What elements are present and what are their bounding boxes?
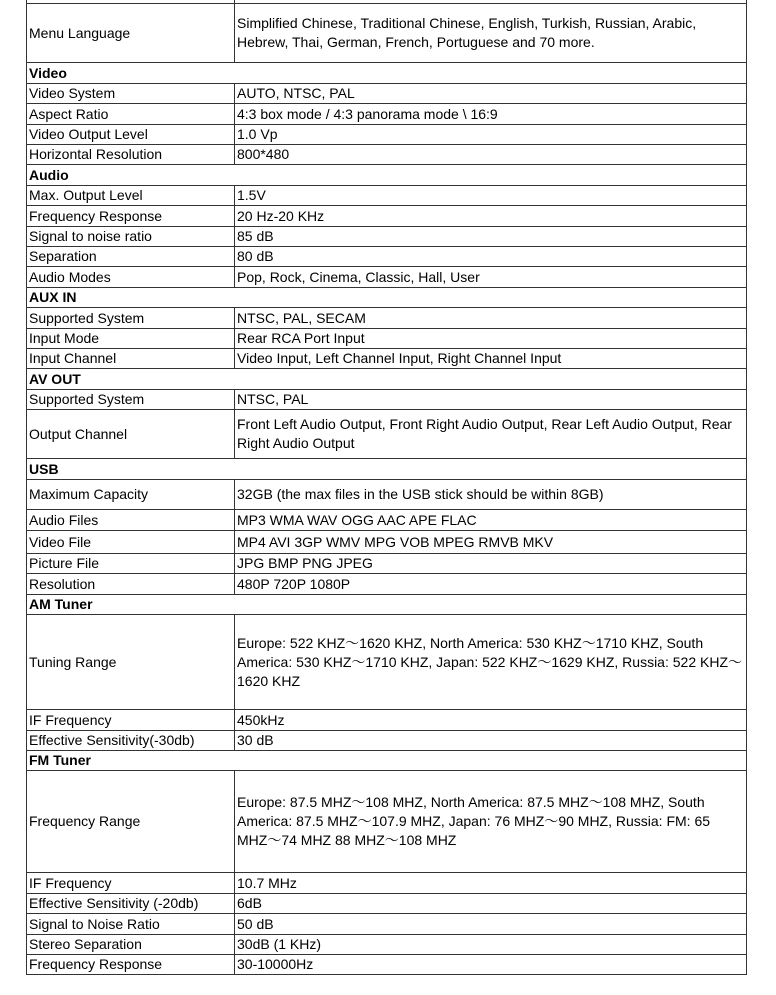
spec-value: 80 dB bbox=[235, 247, 747, 267]
spec-value: 30-10000Hz bbox=[235, 955, 747, 975]
spec-row bbox=[27, 186, 747, 206]
spec-key: Input Channel bbox=[27, 349, 235, 369]
spec-key: IF Frequency bbox=[27, 873, 235, 894]
spec-row bbox=[27, 4, 747, 63]
section-row bbox=[27, 459, 747, 480]
spec-row bbox=[27, 349, 747, 369]
section-row bbox=[27, 63, 747, 84]
spec-row bbox=[27, 731, 747, 751]
spec-key: Menu Language bbox=[27, 4, 235, 63]
section-heading: AUX IN bbox=[27, 288, 747, 308]
spec-key: Video File bbox=[27, 531, 235, 554]
spec-value: 4:3 box mode / 4:3 panorama mode \ 16:9 bbox=[235, 104, 747, 125]
spec-value: JPG BMP PNG JPEG bbox=[235, 554, 747, 574]
spec-row bbox=[27, 531, 747, 554]
spec-row bbox=[27, 914, 747, 935]
spec-key: Separation bbox=[27, 247, 235, 267]
spec-value: 1.0 Vp bbox=[235, 125, 747, 145]
spec-key: Effective Sensitivity (-20db) bbox=[27, 894, 235, 914]
spec-value: Rear RCA Port Input bbox=[235, 329, 747, 349]
spec-value: Pop, Rock, Cinema, Classic, Hall, User bbox=[235, 267, 747, 288]
spec-value: 800*480 bbox=[235, 145, 747, 165]
spec-key: Horizontal Resolution bbox=[27, 145, 235, 165]
section-heading: Video bbox=[27, 63, 747, 84]
spec-row bbox=[27, 145, 747, 165]
spec-value: MP3 WMA WAV OGG AAC APE FLAC bbox=[235, 510, 747, 531]
spec-row bbox=[27, 480, 747, 510]
spec-row bbox=[27, 615, 747, 710]
spec-row bbox=[27, 873, 747, 894]
spec-row bbox=[27, 267, 747, 288]
spec-value: NTSC, PAL bbox=[235, 390, 747, 410]
spec-row bbox=[27, 206, 747, 227]
spec-value: 50 dB bbox=[235, 914, 747, 935]
spec-value: Video Input, Left Channel Input, Right Channel Input bbox=[235, 349, 747, 369]
spec-row bbox=[27, 125, 747, 145]
spec-value: 30dB (1 KHz) bbox=[235, 935, 747, 955]
spec-value: 85 dB bbox=[235, 227, 747, 247]
spec-row bbox=[27, 308, 747, 329]
spec-row bbox=[27, 554, 747, 574]
spec-key: Resolution bbox=[27, 574, 235, 595]
spec-row bbox=[27, 955, 747, 975]
spec-value: Simplified Chinese, Traditional Chinese, English, Turkish, Russian, Arabic, Hebrew, Thai, German, French, Portuguese and 70 more. bbox=[235, 4, 747, 63]
spec-key: Video Output Level bbox=[27, 125, 235, 145]
spec-key: Frequency Response bbox=[27, 955, 235, 975]
spec-value: 450kHz bbox=[235, 710, 747, 731]
spec-value: 32GB (the max files in the USB stick should be within 8GB) bbox=[235, 480, 747, 510]
section-heading: AM Tuner bbox=[27, 595, 747, 615]
spec-row bbox=[27, 935, 747, 955]
spec-key: Output Channel bbox=[27, 410, 235, 459]
spec-key: Stereo Separation bbox=[27, 935, 235, 955]
spec-key: Signal to noise ratio bbox=[27, 227, 235, 247]
spec-key: Tuning Range bbox=[27, 615, 235, 710]
spec-key: IF Frequency bbox=[27, 710, 235, 731]
spec-row bbox=[27, 329, 747, 349]
spec-key: Audio Modes bbox=[27, 267, 235, 288]
spec-key: Video System bbox=[27, 84, 235, 104]
spec-row bbox=[27, 894, 747, 914]
spec-row bbox=[27, 510, 747, 531]
spec-row bbox=[27, 390, 747, 410]
spec-value: 1.5V bbox=[235, 186, 747, 206]
spec-value: MP4 AVI 3GP WMV MPG VOB MPEG RMVB MKV bbox=[235, 531, 747, 554]
section-heading: AV OUT bbox=[27, 369, 747, 390]
spec-row bbox=[27, 84, 747, 104]
spec-value: Front Left Audio Output, Front Right Audio Output, Rear Left Audio Output, Rear Right Audio Output bbox=[235, 410, 747, 459]
spec-value: NTSC, PAL, SECAM bbox=[235, 308, 747, 329]
spec-key: Aspect Ratio bbox=[27, 104, 235, 125]
spec-table bbox=[26, 0, 747, 975]
spec-value: 10.7 MHz bbox=[235, 873, 747, 894]
spec-key: Effective Sensitivity(-30db) bbox=[27, 731, 235, 751]
spec-key: Audio Files bbox=[27, 510, 235, 531]
section-row bbox=[27, 595, 747, 615]
spec-row bbox=[27, 710, 747, 731]
spec-key: Input Mode bbox=[27, 329, 235, 349]
section-heading: USB bbox=[27, 459, 747, 480]
spec-row bbox=[27, 574, 747, 595]
spec-key: Frequency Range bbox=[27, 771, 235, 873]
spec-key: Supported System bbox=[27, 390, 235, 410]
section-heading: Audio bbox=[27, 165, 747, 186]
spec-key: Max. Output Level bbox=[27, 186, 235, 206]
spec-row bbox=[27, 247, 747, 267]
section-row bbox=[27, 369, 747, 390]
spec-key: Picture File bbox=[27, 554, 235, 574]
section-row bbox=[27, 751, 747, 771]
spec-row bbox=[27, 104, 747, 125]
spec-value: 480P 720P 1080P bbox=[235, 574, 747, 595]
spec-row bbox=[27, 771, 747, 873]
spec-value: Europe: 87.5 MHZ～108 MHZ, North America: 87.5 MHZ～108 MHZ, South America: 87.5 MHZ～107.9 MHZ, Japan: 76 MHZ～90 MHZ, Russia: FM: 65 MHZ～74 MHZ 88 MHZ～108 MHZ bbox=[235, 771, 747, 873]
spec-value: AUTO, NTSC, PAL bbox=[235, 84, 747, 104]
spec-value: 30 dB bbox=[235, 731, 747, 751]
spec-value: 6dB bbox=[235, 894, 747, 914]
spec-value: 20 Hz-20 KHz bbox=[235, 206, 747, 227]
spec-key: Frequency Response bbox=[27, 206, 235, 227]
section-row bbox=[27, 288, 747, 308]
spec-row bbox=[27, 227, 747, 247]
spec-key: Maximum Capacity bbox=[27, 480, 235, 510]
spec-key: Supported System bbox=[27, 308, 235, 329]
spec-value: Europe: 522 KHZ～1620 KHZ, North America: 530 KHZ～1710 KHZ, South America: 530 KHZ～1710 KHZ, Japan: 522 KHZ～1629 KHZ, Russia: 522 KHZ～1620 KHZ bbox=[235, 615, 747, 710]
spec-row bbox=[27, 410, 747, 459]
spec-key: Signal to Noise Ratio bbox=[27, 914, 235, 935]
section-row bbox=[27, 165, 747, 186]
section-heading: FM Tuner bbox=[27, 751, 747, 771]
